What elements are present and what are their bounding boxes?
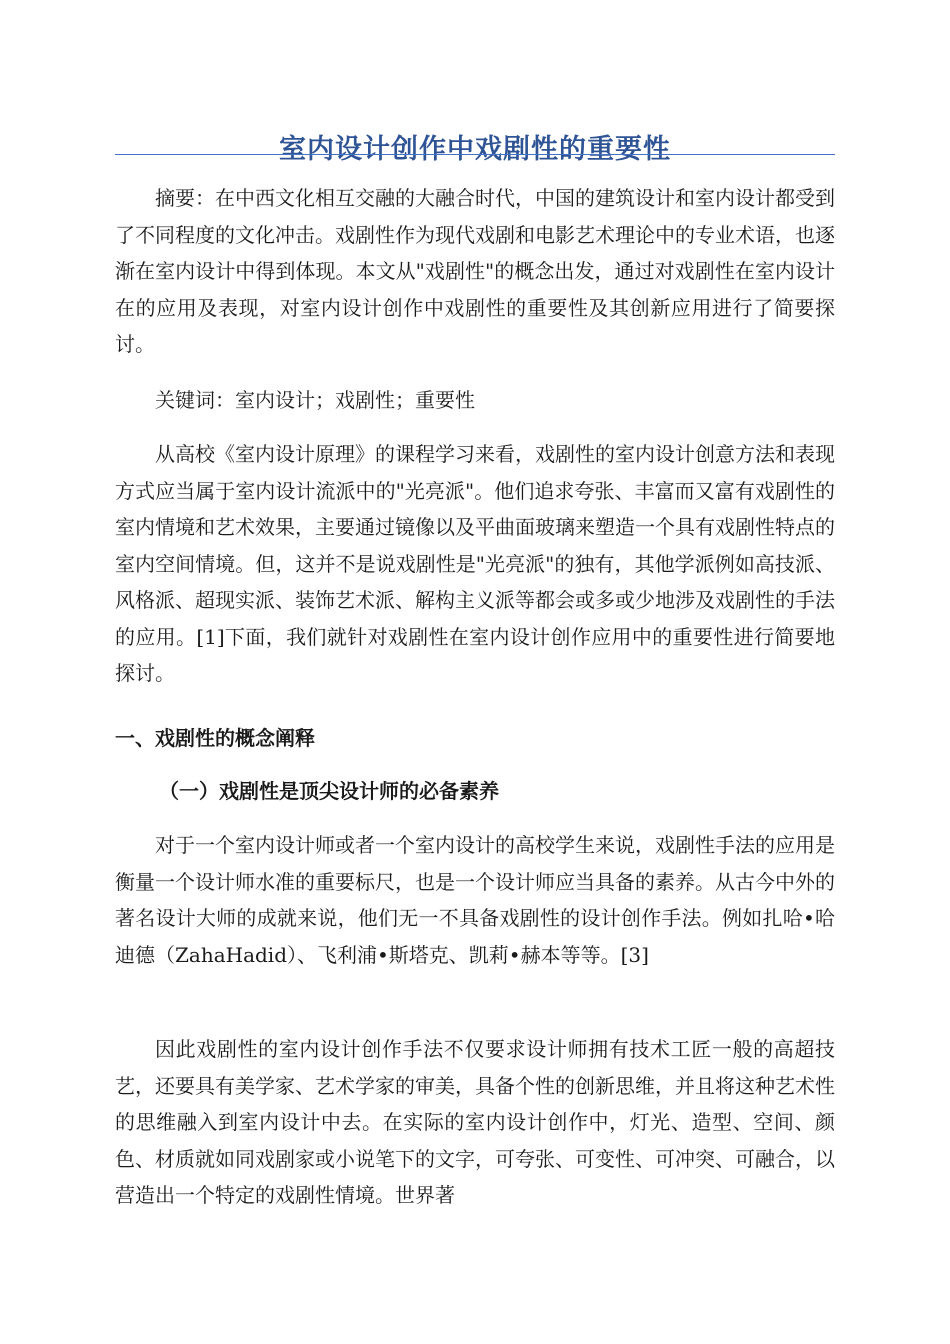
subsection-heading: （一）戏剧性是顶尖设计师的必备素养 <box>159 779 499 803</box>
intro-paragraph: 从高校《室内设计原理》的课程学习来看，戏剧性的室内设计创意方法和表现方式应当属于室内设计流派中的"光亮派"。他们追求夸张、丰富而又富有戏剧性的室内情境和艺术效果，主要通过镜像以及平曲面玻璃来塑造一个具有戏剧性特点的室内空间情境。但，这并不是说戏剧性是"光亮派"的独有，其他学派例如高技派、风格派、超现实派、装饰艺术派、解构主义派等都会或多或少地涉及戏剧性的手法的应用。[1]下面，我们就针对戏剧性在室内设计创作应用中的重要性进行简要地探讨。 <box>115 442 835 685</box>
section-heading: 一、戏剧性的概念阐释 <box>115 726 315 750</box>
body-paragraph-1: 对于一个室内设计师或者一个室内设计的高校学生来说，戏剧性手法的应用是衡量一个设计师水准的重要标尺，也是一个设计师应当具备的素养。从古今中外的著名设计大师的成就来说，他们无一不具备戏剧性的设计创作手法。例如扎哈•哈迪德（ZahaHadid）、飞利浦•斯塔克、凯莉•赫本等等。[3] <box>115 833 835 967</box>
body-paragraph-2: 因此戏剧性的室内设计创作手法不仅要求设计师拥有技术工匠一般的高超技艺，还要具有美学家、艺术学家的审美，具备个性的创新思维，并且将这种艺术性的思维融入到室内设计中去。在实际的室内设计创作中，灯光、造型、空间、颜色、材质就如同戏剧家或小说笔下的文字，可夸张、可变性、可冲突、可融合，以营造出一个特定的戏剧性情境。世界著 <box>115 1037 835 1207</box>
title-underline <box>115 154 835 155</box>
document-title: 室内设计创作中戏剧性的重要性 <box>279 134 671 166</box>
keywords-paragraph: 关键词：室内设计；戏剧性；重要性 <box>155 388 475 412</box>
abstract-paragraph: 摘要：在中西文化相互交融的大融合时代，中国的建筑设计和室内设计都受到了不同程度的文化冲击。戏剧性作为现代戏剧和电影艺术理论中的专业术语，也逐渐在室内设计中得到体现。本文从"戏剧性"的概念出发，通过对戏剧性在室内设计在的应用及表现，对室内设计创作中戏剧性的重要性及其创新应用进行了简要探讨。 <box>115 186 835 356</box>
